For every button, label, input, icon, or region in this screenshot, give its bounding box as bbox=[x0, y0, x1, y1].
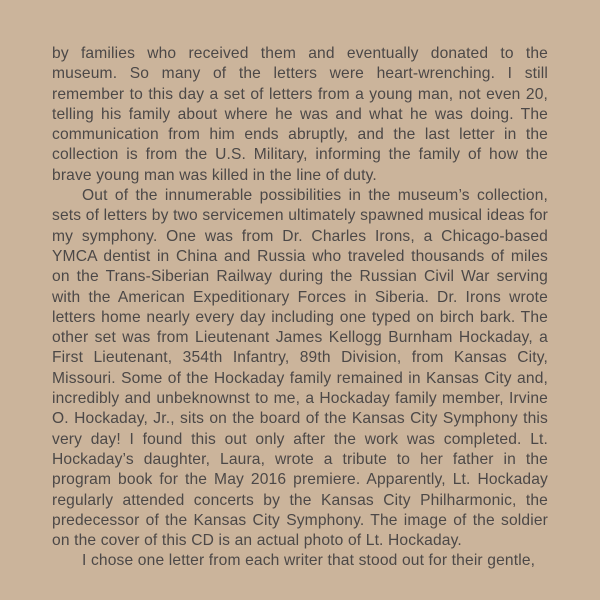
paragraph-chosen-letters: I chose one letter from each writer that stood out for their gentle, bbox=[82, 552, 536, 570]
paragraph-museum-letters: by families who received them and eventually donated to the museum. So many of the letters were heart-wrenching. I still remember to this day a set of letters from a young man, not even 20, telling his family about where he was and what he was doing. The communication from him ends abruptly, and the last letter in the collection is from the U.S. Military, informing the family of how the brave young man was killed in the line of duty. bbox=[52, 45, 548, 184]
liner-notes-text-block bbox=[52, 44, 548, 572]
paragraph-two-servicemen: Out of the innumerable possibilities in the museum’s collection, sets of letters by two servicemen ultimately spawned musical ideas for my symphony. One was from Dr. Charles Irons, a Chicago-based YMCA dentist in China and Russia who traveled thousands of miles on the Trans-Siberian Railway during the Russian Civil War serving with the American Expeditionary Forces in Siberia. Dr. Irons wrote letters home nearly every day including one typed on birch bark. The other set was from Lieutenant James Kellogg Burnham Hockaday, a First Lieutenant, 354th Infantry, 89th Division, from Kansas City, Missouri. Some of the Hockaday family remained in Kansas City and, incredibly and unbeknownst to me, a Hockaday family member, Irvine O. Hockaday, Jr., sits on the board of the Kansas City Symphony this very day! I found this out only after the work was completed. Lt. Hockaday’s daughter, Laura, wrote a tribute to her father in the program book for the May 2016 premiere. Apparently, Lt. Hockaday regularly attended concerts by the Kansas City Philharmonic, the predecessor of the Kansas City Symphony. The image of the soldier on the cover of this CD is an actual photo of Lt. Hockaday. bbox=[52, 187, 548, 550]
